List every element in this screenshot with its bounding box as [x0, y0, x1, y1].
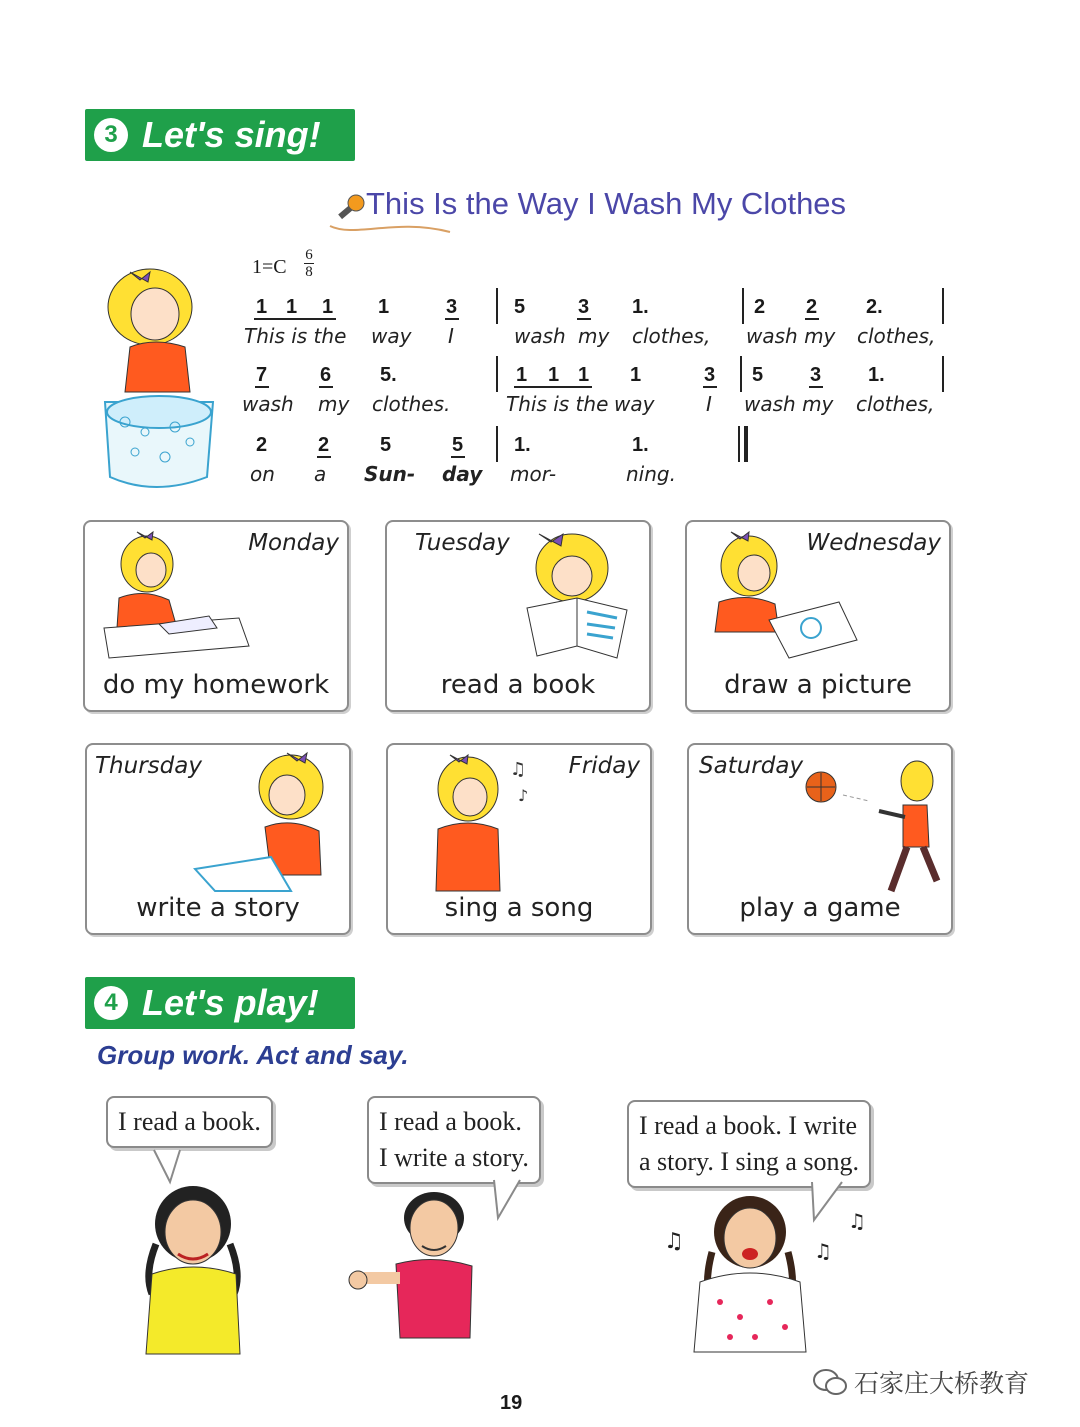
- note: 6: [320, 364, 332, 386]
- bubble-tail: [490, 1180, 530, 1220]
- homework-illustration: [99, 528, 259, 668]
- svg-text:♪: ♪: [518, 786, 529, 805]
- bubble-line: I read a book. I write: [639, 1111, 858, 1140]
- lyric: on: [250, 462, 275, 486]
- section-4-banner: [85, 977, 355, 1029]
- barline: [496, 356, 498, 392]
- bubble-line: I read a book.: [118, 1107, 261, 1136]
- underline: [805, 318, 819, 320]
- watermark: [812, 1364, 1029, 1400]
- lyric: I: [448, 324, 454, 348]
- day-card-tuesday: [385, 520, 651, 712]
- note: 1.: [514, 434, 531, 456]
- day-label: Saturday: [699, 753, 804, 779]
- time-top: 6: [305, 247, 313, 263]
- bubble-line: I read a book.: [379, 1107, 522, 1136]
- lyric: way: [614, 392, 655, 416]
- singing-illustration: [428, 751, 568, 891]
- lyric: ning.: [626, 462, 676, 486]
- watermark-text: 石家庄大桥教育: [854, 1369, 1030, 1398]
- note: 2.: [866, 296, 883, 318]
- time-bottom: 8: [305, 264, 313, 280]
- beam: [254, 318, 336, 320]
- note: 1: [630, 364, 642, 386]
- note: 7: [256, 364, 268, 386]
- day-label: Wednesday: [806, 530, 941, 556]
- bubble-line: I write a story.: [379, 1143, 529, 1172]
- underline: [255, 386, 269, 388]
- girl-yellow-shirt-illustration: [138, 1184, 248, 1354]
- note: 1: [286, 296, 298, 318]
- speech-bubble-1: [106, 1096, 273, 1148]
- key-signature: 1=C: [252, 256, 287, 278]
- note: 1: [256, 296, 268, 318]
- lyric: clothes,: [856, 392, 935, 416]
- barline: [742, 288, 744, 324]
- svg-text:♫: ♫: [510, 759, 527, 780]
- day-card-wednesday: [685, 520, 951, 712]
- svg-text:♫: ♫: [814, 1239, 832, 1263]
- reading-illustration: [517, 528, 647, 668]
- section-title: Let's play!: [142, 982, 319, 1023]
- note: 1: [578, 364, 590, 386]
- wechat-icon: [812, 1367, 848, 1397]
- note: 5: [452, 434, 464, 456]
- girl-singing-illustration: [660, 1192, 866, 1352]
- lyric: my: [578, 324, 610, 348]
- barline: [942, 288, 944, 324]
- note: 1.: [868, 364, 885, 386]
- underline: [445, 318, 459, 320]
- day-card-saturday: [687, 743, 953, 935]
- final-barline: [744, 426, 748, 462]
- lyric: wash my: [746, 324, 836, 348]
- writing-illustration: [191, 751, 341, 891]
- underline: [809, 386, 823, 388]
- svg-text:♫: ♫: [664, 1229, 684, 1254]
- barline: [496, 288, 498, 324]
- note: 5: [514, 296, 526, 318]
- activity-label: sing a song: [444, 893, 594, 923]
- bubble-line: a story. I sing a song.: [639, 1147, 860, 1176]
- lyric: a: [314, 462, 327, 486]
- lyric: This is the: [244, 324, 347, 348]
- lyric: mor-: [510, 462, 557, 486]
- lyric: clothes,: [632, 324, 711, 348]
- lyric: This is the: [506, 392, 609, 416]
- underline: [317, 456, 331, 458]
- activity-label: play a game: [739, 893, 901, 923]
- lyric: Sun-: [364, 462, 416, 486]
- section-number: 4: [94, 986, 128, 1020]
- section-3-banner: [85, 109, 355, 161]
- note: 3: [704, 364, 716, 386]
- activity-label: write a story: [136, 893, 300, 923]
- underline: [451, 456, 465, 458]
- beam: [514, 386, 592, 388]
- lyric: my: [318, 392, 350, 416]
- lyric: day: [442, 462, 483, 486]
- activity-label: draw a picture: [724, 670, 912, 700]
- underline: [577, 318, 591, 320]
- note: 1.: [632, 296, 649, 318]
- barline: [942, 356, 944, 392]
- barline: [740, 356, 742, 392]
- lyric: wash: [242, 392, 294, 416]
- lyric: way: [371, 324, 412, 348]
- day-label: Monday: [248, 530, 339, 556]
- song-title: This Is the Way I Wash My Clothes: [366, 186, 847, 221]
- lyric: clothes.: [372, 392, 451, 416]
- day-card-monday: [83, 520, 349, 712]
- lyric: clothes,: [857, 324, 936, 348]
- barline: [738, 426, 740, 462]
- underline: [703, 386, 717, 388]
- instruction-text: Group work. Act and say.: [97, 1040, 409, 1070]
- day-label: Thursday: [95, 753, 202, 779]
- note: 2: [806, 296, 818, 318]
- day-label: Tuesday: [415, 530, 510, 556]
- note: 1: [322, 296, 334, 318]
- day-label: Friday: [568, 753, 640, 779]
- svg-text:♫: ♫: [848, 1209, 866, 1233]
- note: 3: [810, 364, 822, 386]
- boy-red-shirt-illustration: [344, 1188, 484, 1348]
- note: 5: [752, 364, 764, 386]
- playing-ball-illustration: [799, 751, 949, 901]
- speech-bubble-3: [627, 1100, 871, 1188]
- lyric: I: [706, 392, 712, 416]
- day-card-friday: [386, 743, 652, 935]
- girl-washing-illustration: [95, 262, 225, 492]
- note: 5.: [380, 364, 397, 386]
- activity-label: read a book: [440, 670, 596, 700]
- barline: [496, 426, 498, 462]
- drawing-illustration: [699, 528, 859, 668]
- lyric: wash: [514, 324, 566, 348]
- note: 3: [578, 296, 590, 318]
- bubble-tail: [150, 1150, 190, 1184]
- activity-label: do my homework: [102, 670, 330, 700]
- time-signature: [304, 248, 314, 279]
- note: 2: [754, 296, 766, 318]
- note: 3: [446, 296, 458, 318]
- page-number: 19: [500, 1392, 523, 1414]
- note: 1: [548, 364, 560, 386]
- note: 1.: [632, 434, 649, 456]
- note: 5: [380, 434, 392, 456]
- lyric: wash my: [744, 392, 834, 416]
- note: 1: [516, 364, 528, 386]
- note: 2: [256, 434, 268, 456]
- note: 2: [318, 434, 330, 456]
- speech-bubble-2: [367, 1096, 541, 1184]
- section-number: 3: [94, 118, 128, 152]
- underline: [319, 386, 333, 388]
- note: 1: [378, 296, 390, 318]
- section-title: Let's sing!: [142, 114, 321, 155]
- day-card-thursday: [85, 743, 351, 935]
